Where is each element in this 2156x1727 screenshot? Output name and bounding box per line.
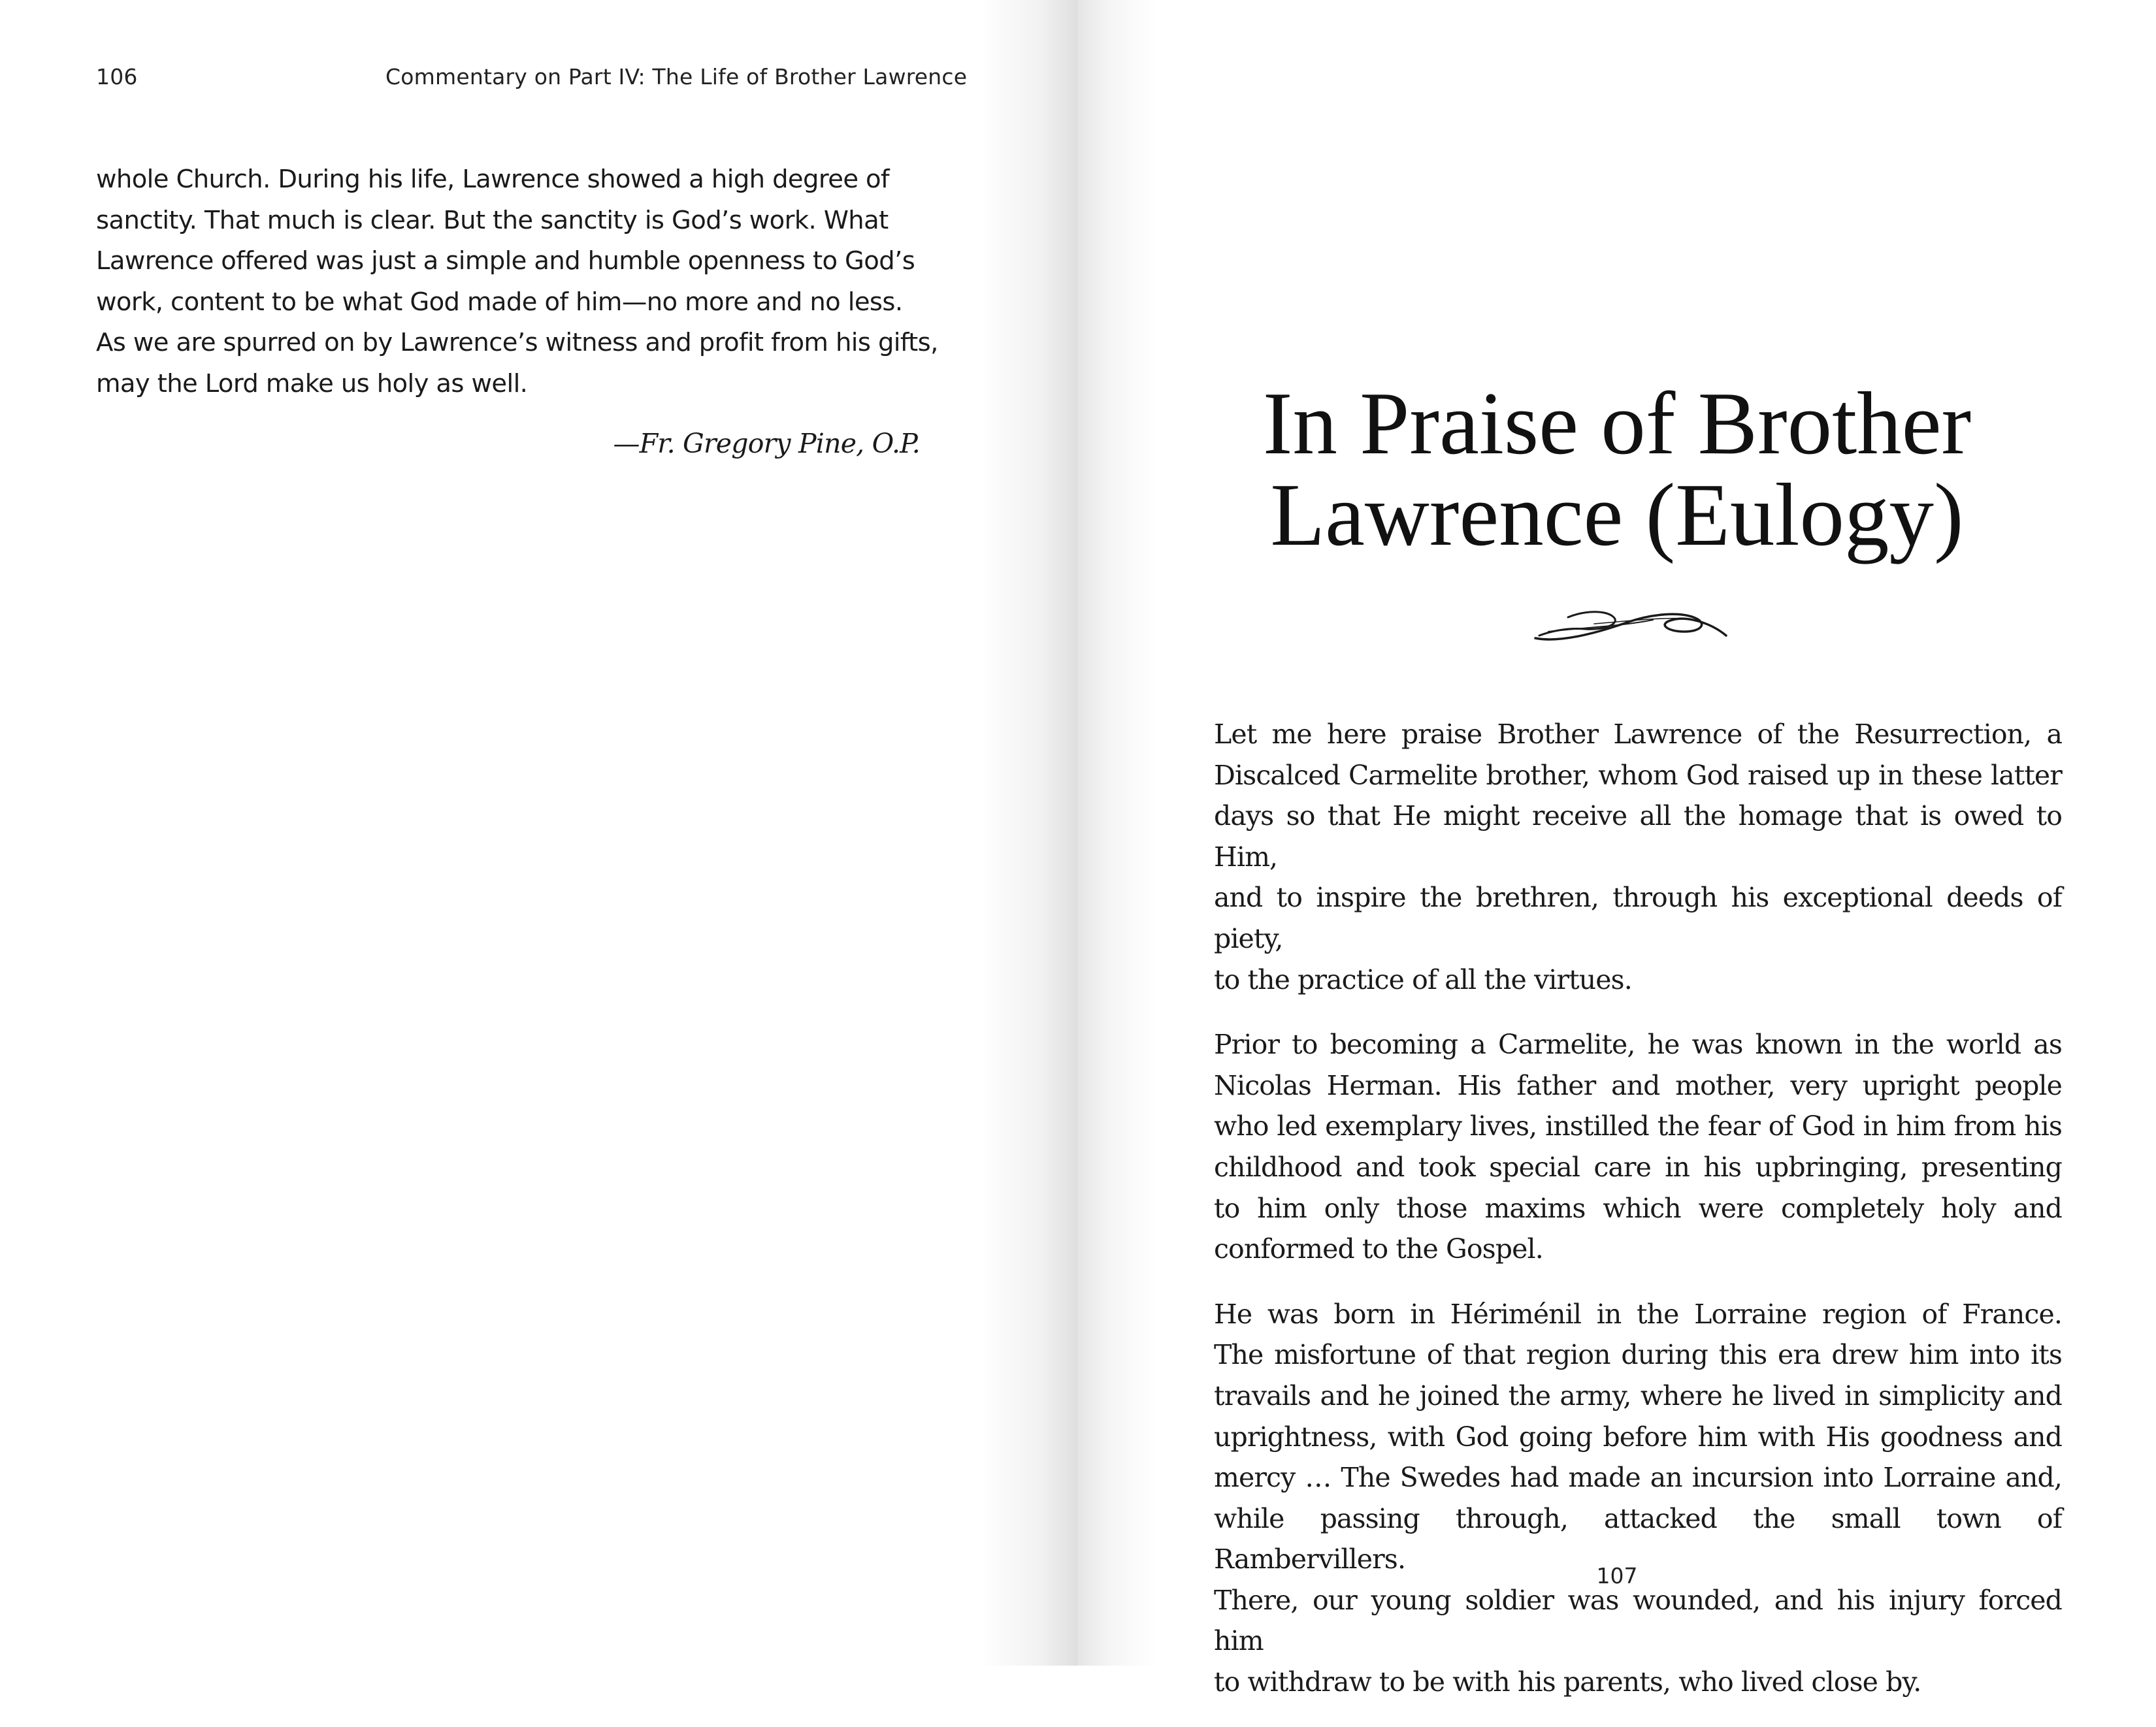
text-line: to withdraw to be with his parents, who lived close by. bbox=[1214, 1666, 1921, 1698]
page-number-right: 107 bbox=[1596, 1563, 1638, 1589]
text-line: mercy … The Swedes had made an incursion into Lorraine and, bbox=[1214, 1462, 2062, 1494]
chapter-title-line: Lawrence (Eulogy) bbox=[1270, 465, 1964, 564]
text-line: The misfortune of that region during this era drew him into its bbox=[1214, 1339, 2062, 1371]
author-signature: —Fr. Gregory Pine, O.P. bbox=[613, 428, 920, 459]
flourish-ornament-icon bbox=[1522, 598, 1731, 650]
text-line: uprightness, with God going before him with His goodness and bbox=[1214, 1421, 2062, 1453]
right-page bbox=[1078, 0, 2156, 1698]
text-line: whole Church. During his life, Lawrence showed a high degree of bbox=[96, 165, 889, 194]
text-line: conformed to the Gospel. bbox=[1214, 1233, 1543, 1265]
text-line: work, content to be what God made of him—no more and no less. bbox=[96, 287, 903, 317]
text-line: Let me here praise Brother Lawrence of the Resurrection, a bbox=[1214, 718, 2062, 750]
text-line: Discalced Carmelite brother, whom God raised up in these latter bbox=[1214, 759, 2062, 791]
spine-divider bbox=[1078, 0, 1081, 1666]
paragraph bbox=[1214, 1024, 2062, 1270]
text-line: who led exemplary lives, instilled the fear of God in him from his bbox=[1214, 1110, 2062, 1142]
text-line: He was born in Hériménil in the Lorraine region of France. bbox=[1214, 1298, 2062, 1330]
text-line: As we are spurred on by Lawrence’s witness and profit from his gifts, bbox=[96, 328, 938, 357]
text-line: to him only those maxims which were completely holy and bbox=[1214, 1192, 2062, 1224]
right-gutter-shadow bbox=[1078, 0, 1156, 1666]
text-line: travails and he joined the army, where he lived in simplicity and bbox=[1214, 1380, 2062, 1412]
text-line: sanctity. That much is clear. But the sanctity is God’s work. What bbox=[96, 205, 889, 235]
text-line: to the practice of all the virtues. bbox=[1214, 963, 1632, 995]
text-line: childhood and took special care in his upbringing, presenting bbox=[1214, 1151, 2062, 1183]
page-number-left: 106 bbox=[96, 64, 138, 89]
text-line: while passing through, attacked the small town of Rambervillers. bbox=[1214, 1502, 2062, 1575]
left-page bbox=[0, 0, 1078, 1666]
paragraph bbox=[1214, 1294, 2062, 1703]
running-head: Commentary on Part IV: The Life of Brother Lawrence bbox=[385, 64, 968, 89]
commentary-text bbox=[96, 159, 939, 404]
paragraph bbox=[1214, 714, 2062, 1000]
text-line: and to inspire the brethren, through his exceptional deeds of piety, bbox=[1214, 882, 2062, 954]
chapter-title bbox=[1078, 374, 2156, 564]
text-line: Lawrence offered was just a simple and humble openness to God’s bbox=[96, 246, 915, 276]
left-gutter-shadow bbox=[980, 0, 1078, 1666]
text-line: There, our young soldier was wounded, and his injury forced him bbox=[1214, 1584, 2062, 1657]
text-line: may the Lord make us holy as well. bbox=[96, 368, 528, 398]
text-line: days so that He might receive all the homage that is owed to Him, bbox=[1214, 800, 2062, 873]
text-line: Nicolas Herman. His father and mother, very upright people bbox=[1214, 1069, 2062, 1101]
chapter-title-line: In Praise of Brother bbox=[1262, 374, 1972, 473]
text-line: Prior to becoming a Carmelite, he was known in the world as bbox=[1214, 1029, 2062, 1061]
